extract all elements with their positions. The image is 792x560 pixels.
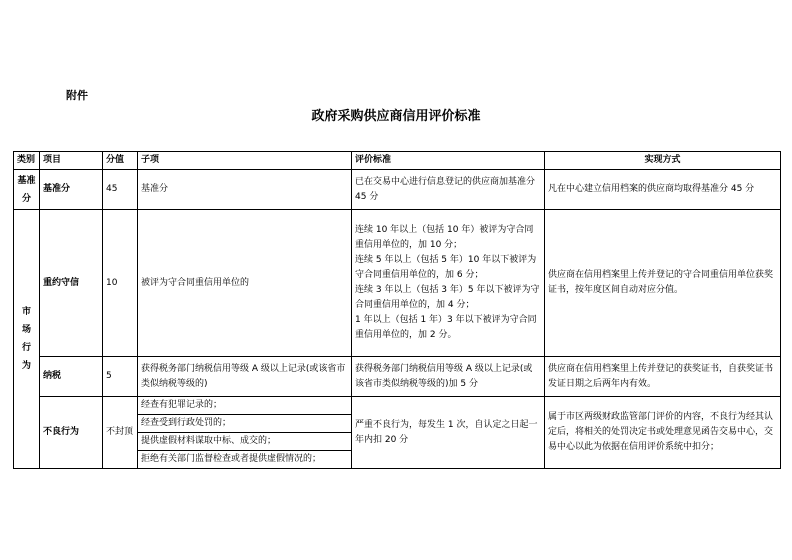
table-row xyxy=(14,210,781,357)
subitem-bad: 提供虚假材料谋取中标、成交的； xyxy=(138,433,352,451)
criteria-tax: 获得税务部门纳税信用等级 A 级以上记录(或该省市类似纳税等级的)加 5 分 xyxy=(352,357,545,397)
subitem-bad: 经查有犯罪记录的； xyxy=(138,397,352,415)
criteria-line: 连续 3 年以上（包括 3 年）5 年以下被评为守合同重信用单位的，加 4 分； xyxy=(355,285,540,310)
item-contract: 重约守信 xyxy=(40,210,103,357)
subitem-bad: 拒绝有关部门监督检查或者提供虚假情况的； xyxy=(138,451,352,469)
category-char: 基准 xyxy=(17,175,36,186)
method-bad: 属于市区两级财政监管部门评价的内容，不良行为经其认定后，将相关的处罚决定书或处理意见函告交易中心，交易中心以此为依据在信用评价系统中扣分； xyxy=(545,397,781,469)
method-tax: 供应商在信用档案里上传并登记的获奖证书，自获奖证书发证日期之后两年内有效。 xyxy=(545,357,781,397)
criteria-bad: 严重不良行为，每发生 1 次，自认定之日起一年内扣 20 分 xyxy=(352,397,545,469)
category-market xyxy=(14,210,40,469)
category-char: 为 xyxy=(21,361,31,371)
table-row xyxy=(14,170,781,210)
item-tax: 纳税 xyxy=(40,357,103,397)
category-base xyxy=(14,170,40,210)
credit-evaluation-table xyxy=(13,151,781,469)
table-header-row xyxy=(14,152,781,170)
header-item: 项目 xyxy=(40,152,103,170)
criteria-line: 连续 10 年以上（包括 10 年）被评为守合同重信用单位的，加 10 分； xyxy=(355,225,534,250)
header-score: 分值 xyxy=(103,152,138,170)
item-bad: 不良行为 xyxy=(40,397,103,469)
header-criteria: 评价标准 xyxy=(352,152,545,170)
criteria-contract xyxy=(352,210,545,357)
category-char: 行 xyxy=(21,343,31,353)
score-bad: 不封顶 xyxy=(103,397,138,469)
criteria-base: 已在交易中心进行信息登记的供应商加基准分 45 分 xyxy=(352,170,545,210)
category-char: 市 xyxy=(21,307,31,317)
subitem-base: 基准分 xyxy=(138,170,352,210)
category-char: 分 xyxy=(21,193,31,204)
attachment-label: 附件 xyxy=(66,89,88,102)
document-title: 政府采购供应商信用评价标准 xyxy=(311,109,481,124)
score-tax: 5 xyxy=(103,357,138,397)
subitem-contract: 被评为守合同重信用单位的 xyxy=(138,210,352,357)
category-char: 场 xyxy=(21,325,31,335)
score-contract: 10 xyxy=(103,210,138,357)
header-method: 实现方式 xyxy=(545,152,781,170)
subitem-bad: 经查受到行政处罚的； xyxy=(138,415,352,433)
table-row xyxy=(14,357,781,397)
criteria-line: 连续 5 年以上（包括 5 年）10 年以下被评为守合同重信用单位的，加 6 分； xyxy=(355,255,537,280)
header-category: 类别 xyxy=(14,152,40,170)
header-subitem: 子项 xyxy=(138,152,352,170)
table-row xyxy=(14,397,781,415)
item-base: 基准分 xyxy=(40,170,103,210)
subitem-tax: 获得税务部门纳税信用等级 A 级以上记录(或该省市类似纳税等级的) xyxy=(138,357,352,397)
method-contract: 供应商在信用档案里上传并登记的守合同重信用单位获奖证书，按年度区间自动对应分值。 xyxy=(545,210,781,357)
criteria-line: 1 年以上（包括 1 年）3 年以下被评为守合同重信用单位的，加 2 分。 xyxy=(355,315,537,340)
score-base: 45 xyxy=(103,170,138,210)
method-base: 凡在中心建立信用档案的供应商均取得基准分 45 分 xyxy=(545,170,781,210)
